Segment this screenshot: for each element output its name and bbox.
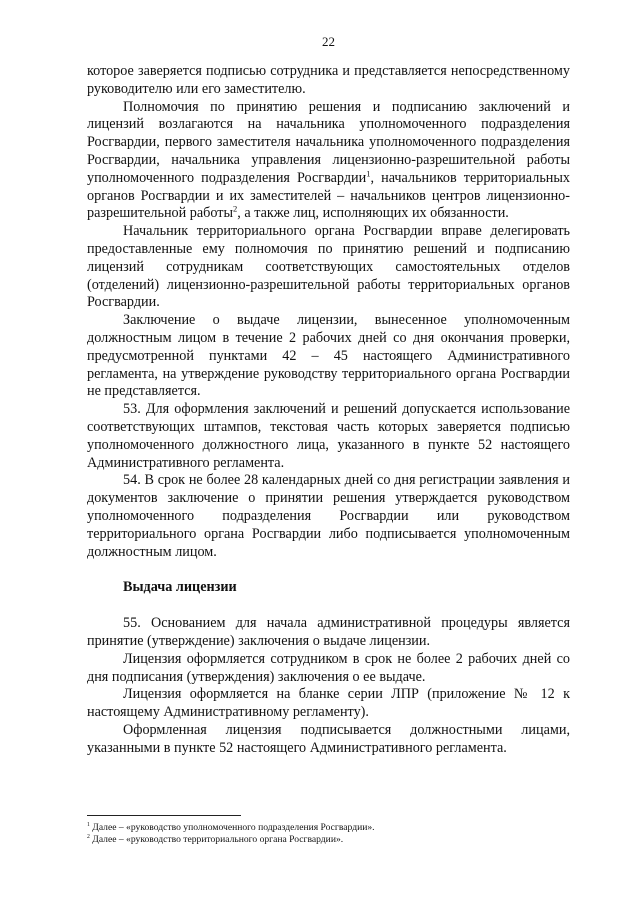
footnote-divider <box>87 815 241 816</box>
footnotes <box>87 815 570 846</box>
spacer <box>87 597 570 615</box>
paragraph-delegation: Начальник территориального органа Росгвардии вправе делегировать предоставленные ему полномочия по принятию решений и подписанию лицензий сотрудникам соответствующих самостоятельных отделов (отделений) лицензионно-разрешительной работы территориальных органов Росгвардии. <box>87 223 570 311</box>
paragraph-text: , начальников территориальных органов Росгвардии и их заместителей – начальников центров лицензионно-разрешительной работы <box>87 169 571 222</box>
paragraph-55: 55. Основанием для начала административной процедуры является принятие (утверждение) заключения о выдаче лицензии. <box>87 615 570 649</box>
spacer <box>87 561 570 579</box>
paragraph-authority <box>87 99 570 224</box>
footnote-1 <box>87 822 570 834</box>
paragraph-continuation: которое заверяется подписью сотрудника и представляется непосредственному руководителю или его заместителю. <box>87 63 570 97</box>
footnote-mark: 1 <box>87 821 90 828</box>
paragraph-license-form: Лицензия оформляется на бланке серии ЛПР (приложение № 12 к настоящему Административному регламенту). <box>87 686 570 721</box>
footnote-text: Далее – «руководство территориального органа Росгвардии». <box>89 834 344 845</box>
paragraph-text: Полномочия по принятию решения и подписанию заключений и лицензий возлагаются на начальника уполномоченного подразделения Росгвардии, первого заместителя начальника уполномоченного подразделения Росгвардии, начальника управления лицензионно-разрешительной работы уполномоченного подразделения Росгвардии <box>87 98 570 186</box>
paragraph-53: 53. Для оформления заключений и решений допускается использование соответствующих штампов, текстовая часть которых заверяется подписью уполномоченного должностного лица, указанного в пункте 52 настоящего Административного регламента. <box>87 401 570 471</box>
paragraph-text: , а также лиц, исполняющих их обязанности. <box>237 205 509 222</box>
paragraph-license-signed: Оформленная лицензия подписывается должностными лицами, указанными в пункте 52 настоящего Административного регламента. <box>87 721 570 756</box>
footnote-ref: 1 <box>366 168 371 179</box>
paragraph-conclusion: Заключение о выдаче лицензии, вынесенное уполномоченным должностным лицом в течение 2 рабочих дней со дня окончания проверки, предусмотренной пунктами 42 – 45 настоящего Административного регламента, на утверждение руководству территориального органа Росгвардии не представляется. <box>87 312 570 400</box>
footnote-text: Далее – «руководство уполномоченного подразделения Росгвардии». <box>89 822 375 833</box>
paragraph-54: 54. В срок не более 28 календарных дней со дня регистрации заявления и документов заключение о принятии решения утверждается руководством уполномоченного подразделения Росгвардии или руководством территориального органа Росгвардии либо подписывается уполномоченным должностным лицом. <box>87 472 570 560</box>
footnote-ref: 2 <box>233 203 238 214</box>
section-heading: Выдача лицензии <box>123 579 237 596</box>
paragraph-license-issue: Лицензия оформляется сотрудником в срок не более 2 рабочих дней со дня подписания (утверждения) заключения о ее выдаче. <box>87 650 570 685</box>
page-number: 22 <box>322 34 335 49</box>
footnote-mark: 2 <box>87 833 90 840</box>
footnote-2 <box>87 834 570 846</box>
document-body <box>87 63 570 757</box>
